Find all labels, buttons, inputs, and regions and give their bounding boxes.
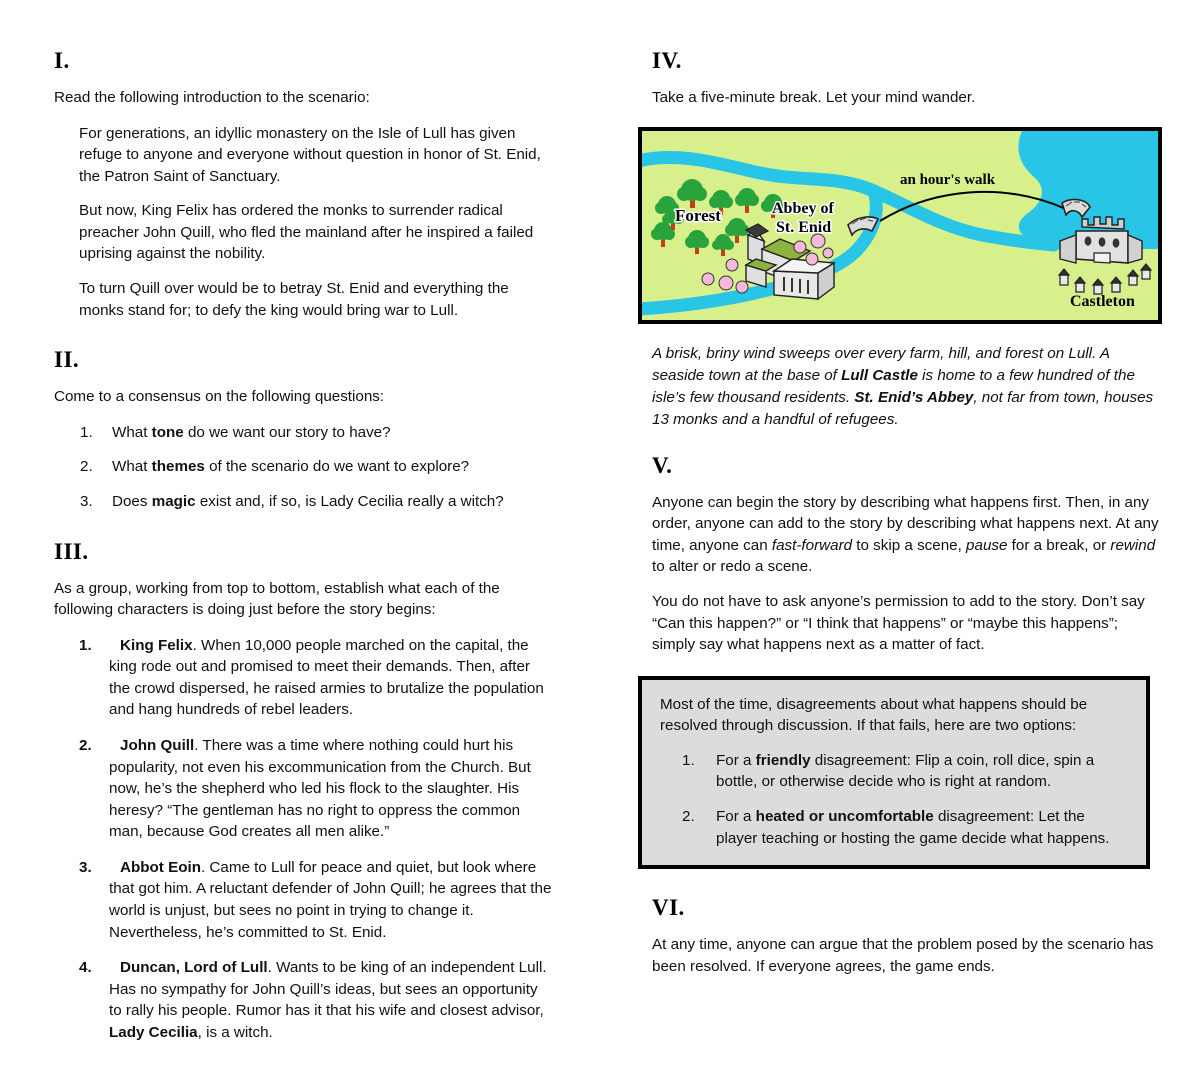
question-text-post: do we want our story to have? xyxy=(183,423,391,441)
character-name: Duncan, Lord of Lull xyxy=(120,959,268,977)
para-part4: to alter or redo a scene. xyxy=(652,558,813,576)
left-column xyxy=(54,48,554,1070)
character-description: . There was a time where nothing could hurt his popularity, not even his excommunication from the Church. But now, he’s the shepherd who led his flock to the slaughter. His heresy? “The gentleman has no right to oppress the common man, because God creates all men alike.” xyxy=(109,736,531,841)
section-six-lead: At any time, anyone can argue that the problem posed by the scenario has been resolved. If everyone agrees, the game ends. xyxy=(652,936,1154,975)
section-three xyxy=(54,539,554,1044)
list-item xyxy=(79,857,554,943)
para-part1: Anyone can begin the story by describing what happens first. Then, in any order, anyone can add to the story by describing what happens next. At any time, anyone can xyxy=(652,493,1159,554)
list-number: 2. xyxy=(79,736,92,754)
section-numeral-iii: III. xyxy=(54,538,89,564)
section-three-lead: As a group, working from top to bottom, establish what each of the following characters is doing just before the story begins: xyxy=(54,579,500,619)
section-numeral-v: V. xyxy=(652,452,673,478)
character-description-post: , is a witch. xyxy=(197,1023,273,1041)
section-one-body xyxy=(79,123,554,322)
question-text-pre: What xyxy=(112,458,152,476)
character-name: King Felix xyxy=(120,636,193,654)
option-text-post: disagreement: Let the player teaching or hosting the game decide what happens. xyxy=(716,808,1110,847)
list-number: 4. xyxy=(79,959,92,977)
character-description-pre: . Wants to be king of an independent Lull. Has no sympathy for John Quill’s ideas, but sees an opportunity to rally his people. Rumor has it that his wife and closest advisor, xyxy=(109,959,547,1020)
section-numeral-ii: II. xyxy=(54,347,80,373)
map-label-abbey-line2: St. Enid xyxy=(776,218,832,236)
option-keyword: heated or uncomfortable xyxy=(755,808,934,826)
section-two-lead: Come to a consensus on the following questions: xyxy=(54,388,385,406)
callout-option-list xyxy=(660,750,1128,849)
section-five-paragraph-one xyxy=(652,492,1164,578)
list-number: 1. xyxy=(682,751,695,769)
option-text-pre: For a xyxy=(716,751,756,769)
list-item xyxy=(79,957,554,1043)
caption-st-enids-abbey: St. Enid’s Abbey xyxy=(854,388,974,406)
character-description: . Came to Lull for peace and quiet, but look where that got him. A reluctant defender of John Quill; he agrees that the world is unjust, but sees no point in trying to change it. Nevertheless, he’s committed to St. Enid. xyxy=(109,858,552,941)
paragraph: To turn Quill over would be to betray St. Enid and everything the monks stand for; to defy the king would bring war to Lull. xyxy=(79,280,509,319)
section-one-lead: Read the following introduction to the scenario: xyxy=(54,89,370,106)
section-four xyxy=(652,48,1164,431)
map-label-forest: Forest xyxy=(675,205,721,225)
map-caption xyxy=(652,343,1164,431)
list-number: 1. xyxy=(80,423,93,441)
caption-part2: is home to a few hundred of the isle’s few thousand residents. xyxy=(652,366,1135,406)
section-six xyxy=(652,895,1164,977)
list-item xyxy=(54,456,554,478)
list-item xyxy=(54,422,554,444)
section-one xyxy=(54,48,554,321)
para-part2: to skip a scene, xyxy=(852,536,967,554)
section-five xyxy=(652,453,1164,870)
list-number: 1. xyxy=(79,636,92,654)
list-item xyxy=(79,735,554,843)
term-pause: pause xyxy=(966,536,1008,554)
question-keyword: tone xyxy=(151,423,184,441)
question-text-pre: Does xyxy=(112,492,152,510)
option-keyword: friendly xyxy=(755,751,811,769)
option-text-post: disagreement: Flip a coin, roll dice, spin a bottle, or otherwise decide who is right at random. xyxy=(716,751,1095,791)
list-item xyxy=(79,635,554,721)
term-fast-forward: fast-forward xyxy=(771,536,853,554)
question-text-post: of the scenario do we want to explore? xyxy=(204,458,470,476)
question-text-pre: What xyxy=(112,423,152,441)
list-item xyxy=(660,806,1128,849)
map-label-castleton: Castleton xyxy=(1070,292,1135,310)
caption-part3: , not far from town, houses 13 monks and a handful of refugees. xyxy=(652,388,1154,428)
map-label-abbey-line1: Abbey of xyxy=(772,199,834,217)
section-numeral-i: I. xyxy=(54,48,70,73)
list-item xyxy=(54,491,554,513)
section-two xyxy=(54,347,554,512)
callout-lead: Most of the time, disagreements about what happens should be resolved through discussion. If that fails, here are two options: xyxy=(660,695,1088,735)
list-item xyxy=(660,750,1128,793)
option-text-pre: For a xyxy=(716,808,756,826)
section-numeral-vi: VI. xyxy=(652,895,685,921)
consensus-question-list xyxy=(54,422,554,513)
right-column xyxy=(652,48,1164,1003)
character-description: . When 10,000 people marched on the capital, the king rode out and promised to meet their demands. Then, after the crowd dispersed, he raised armies to brutalize the population and hang hundreds of rebel leaders. xyxy=(109,636,544,719)
character-name-secondary: Lady Cecilia xyxy=(109,1023,198,1041)
paragraph: For generations, an idyllic monastery on the Isle of Lull has given refuge to anyone and everyone without question in honor of St. Enid, the Patron Saint of Sanctuary. xyxy=(79,124,541,185)
map-svg xyxy=(642,131,1158,320)
section-five-paragraph-two: You do not have to ask anyone’s permission to add to the story. Don’t say “Can this happen?” or “I think that happens” or “maybe this happens”; simply say what happens next as a matter of fact. xyxy=(652,593,1145,654)
term-rewind: rewind xyxy=(1110,536,1156,554)
list-number: 3. xyxy=(80,492,93,510)
section-four-lead: Take a five-minute break. Let your mind wander. xyxy=(652,89,976,106)
paragraph: But now, King Felix has ordered the monks to surrender radical preacher John Quill, who fled the mainland after he inspired a failed uprising against the nobility. xyxy=(79,202,534,263)
disagreement-callout-box xyxy=(638,676,1150,869)
caption-part1: A brisk, briny wind sweeps over every farm, hill, and forest on Lull. A seaside town at the base of xyxy=(652,344,1110,384)
section-numeral-iv: IV. xyxy=(652,48,682,73)
question-keyword: magic xyxy=(151,492,196,510)
list-number: 3. xyxy=(79,858,92,876)
map-label-hours-walk: an hour's walk xyxy=(900,171,996,188)
map-illustration xyxy=(638,127,1162,324)
list-number: 2. xyxy=(80,458,93,476)
question-keyword: themes xyxy=(151,458,205,476)
character-list xyxy=(79,635,554,1044)
question-text-post: exist and, if so, is Lady Cecilia really a witch? xyxy=(195,492,504,510)
list-number: 2. xyxy=(682,808,695,826)
character-name: Abbot Eoin xyxy=(120,858,201,876)
caption-lull-castle: Lull Castle xyxy=(841,366,918,384)
para-part3: for a break, or xyxy=(1007,536,1111,554)
character-name: John Quill xyxy=(120,736,195,754)
